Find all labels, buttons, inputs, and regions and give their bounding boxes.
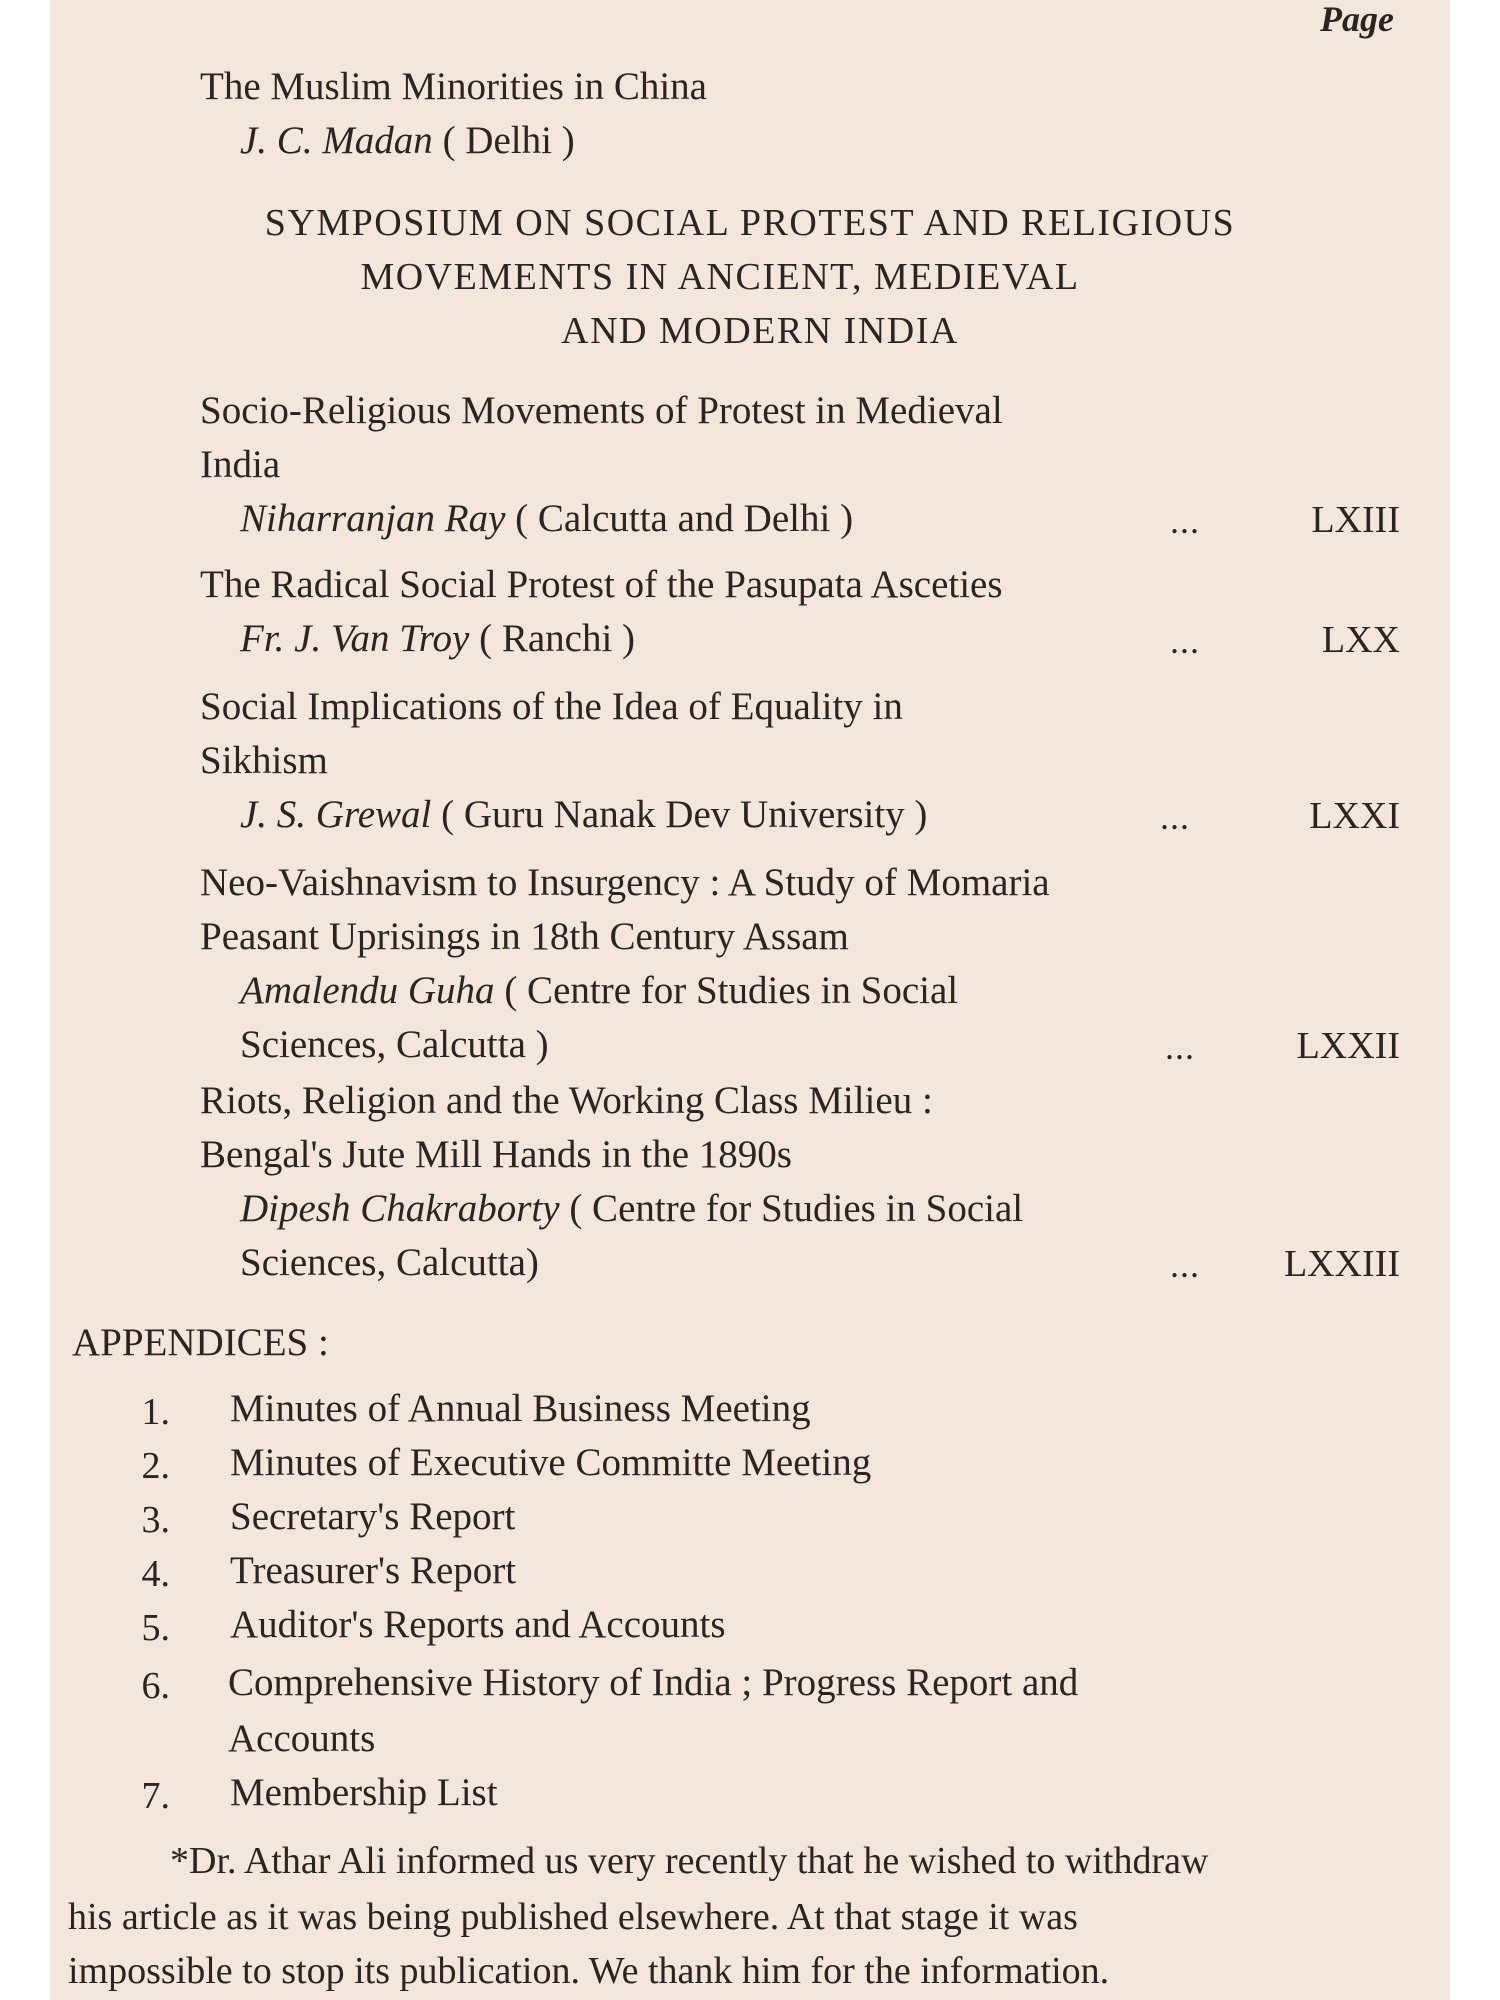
appendix-item: Comprehensive History of India ; Progress Report and [228,1661,1079,1704]
page-number: LXX [1321,619,1400,661]
leader-dots: ... [1170,501,1200,541]
footnote-line: his article as it was being published elsewhere. At that stage it was [68,1896,1078,1938]
entry-byline [240,792,927,838]
entry-title-line: Riots, Religion and the Working Class Milieu : [200,1079,933,1122]
entry-title: The Muslim Minorities in China [200,65,707,108]
entry-affiliation: ( Delhi ) [442,119,575,162]
entry-title-line: Sikhism [200,739,328,782]
appendix-item: Secretary's Report [230,1495,516,1538]
appendix-number: 6. [141,1665,170,1707]
entry-title-line: Peasant Uprisings in 18th Century Assam [200,915,849,958]
appendix-item: Membership List [230,1771,498,1814]
entry-byline [240,968,958,1014]
leader-dots: ... [1170,1245,1200,1285]
entry-byline [240,496,853,542]
document-page [50,0,1450,2000]
symposium-heading-line3: AND MODERN INDIA [561,310,959,352]
appendix-number: 5. [141,1607,170,1649]
appendix-item: Treasurer's Report [230,1549,517,1592]
entry-title-line: Social Implications of the Idea of Equality in [200,685,903,728]
entry-affiliation-line: Sciences, Calcutta ) [240,1023,549,1066]
entry-author: Dipesh Chakraborty [240,1187,560,1230]
appendix-number: 4. [141,1553,170,1595]
entry-title-line: The Radical Social Protest of the Pasupata Asceties [200,563,1003,606]
appendix-number: 1. [141,1391,170,1433]
symposium-heading-line1: SYMPOSIUM ON SOCIAL PROTEST AND RELIGIOUS [264,202,1236,244]
footnote-line: *Dr. Athar Ali informed us very recently that he wished to withdraw [170,1840,1209,1882]
appendices-heading: APPENDICES : [72,1321,329,1364]
entry-title-line: India [200,443,281,486]
page-number: LXXIII [1283,1243,1400,1285]
page-number: LXIII [1311,499,1400,541]
entry-affiliation: ( Guru Nanak Dev University ) [441,793,928,836]
entry-author: Amalendu Guha [240,969,495,1012]
appendix-number: 2. [141,1445,170,1487]
entry-byline [240,616,635,662]
entry-affiliation: ( Centre for Studies in Social [569,1187,1024,1230]
entry-title-line: Bengal's Jute Mill Hands in the 1890s [200,1133,792,1176]
page-number: LXXII [1296,1025,1400,1067]
appendix-number: 7. [141,1775,170,1817]
entry-byline [240,1186,1023,1232]
appendix-item: Minutes of Annual Business Meeting [230,1387,811,1430]
appendix-item: Auditor's Reports and Accounts [230,1603,726,1646]
appendix-item: Minutes of Executive Committe Meeting [230,1441,872,1484]
entry-author: Niharranjan Ray [240,497,506,540]
entry-affiliation: ( Calcutta and Delhi ) [515,497,854,540]
appendix-number: 3. [141,1499,170,1541]
entry-affiliation-line: Sciences, Calcutta) [240,1241,539,1284]
appendix-item-continuation: Accounts [228,1717,376,1760]
page-column-label: Page [1320,0,1394,39]
entry-title-line: Socio-Religious Movements of Protest in Medieval [200,389,1003,432]
entry-title-line: Neo-Vaishnavism to Insurgency : A Study of Momaria [200,861,1050,904]
entry-author: J. S. Grewal [240,793,432,836]
symposium-heading-line2: MOVEMENTS IN ANCIENT, MEDIEVAL [360,256,1080,298]
entry-byline [240,118,575,164]
leader-dots: ... [1160,797,1190,837]
page-number: LXXI [1309,795,1400,837]
leader-dots: ... [1170,621,1200,661]
entry-affiliation: ( Ranchi ) [479,617,636,660]
entry-author: J. C. Madan [240,119,433,162]
footnote-line: impossible to stop its publication. We thank him for the information. [68,1950,1110,1992]
entry-affiliation: ( Centre for Studies in Social [504,969,959,1012]
entry-author: Fr. J. Van Troy [240,617,470,660]
leader-dots: ... [1165,1027,1195,1067]
